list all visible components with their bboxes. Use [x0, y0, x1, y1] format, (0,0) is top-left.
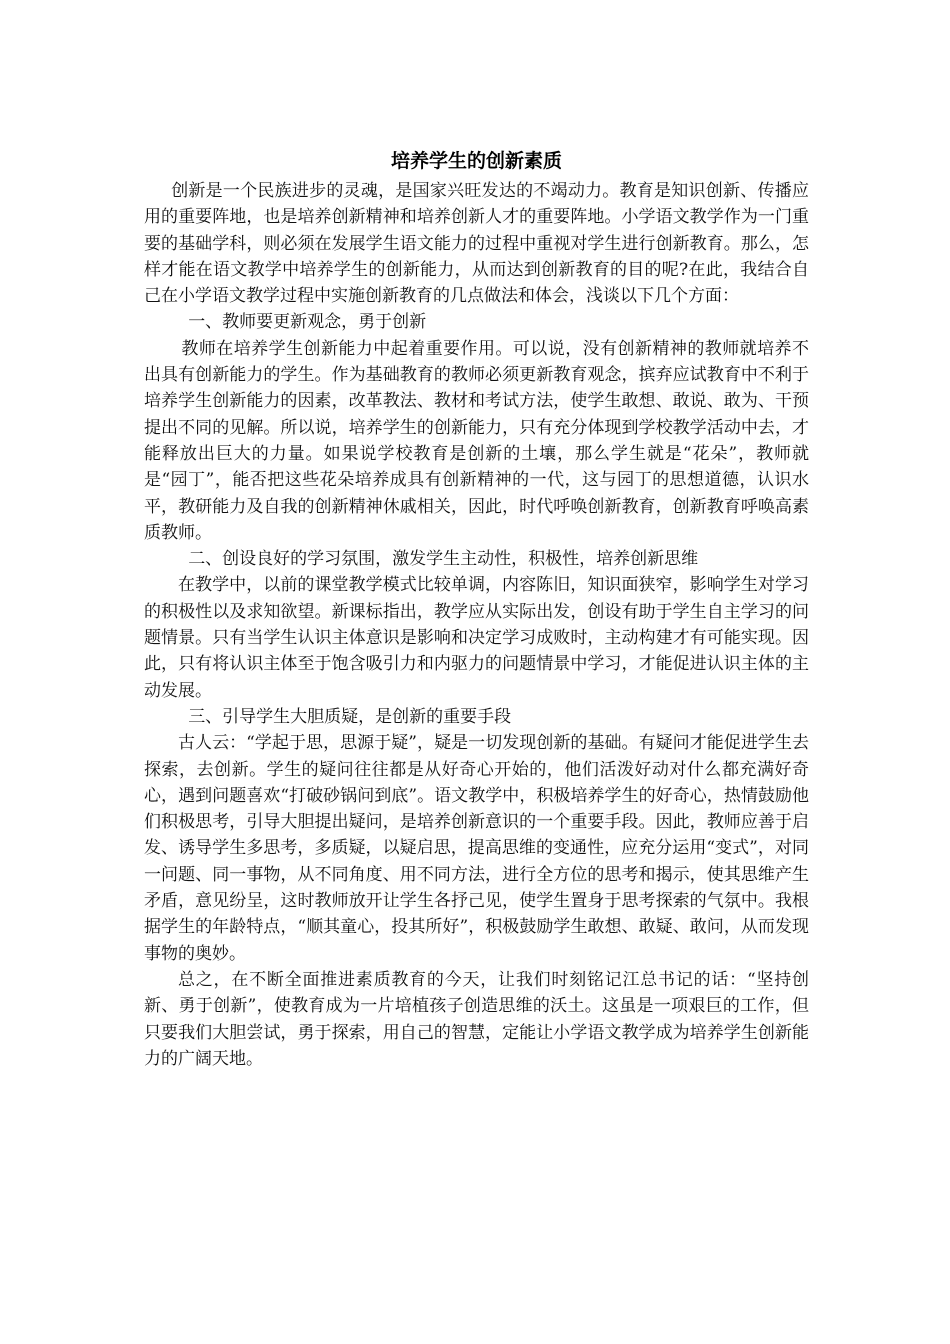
section-heading-3: 三、引导学生大胆质疑，是创新的重要手段	[188, 706, 512, 727]
section-body-3: 古人云：“学起于思，思源于疑”，疑是一切发现创新的基础。有疑问才能促进学生去探索，去创新。学生的疑问往往都是从好奇心开始的，他们活泼好动对什么都充满好奇心，遇到问题喜欢“打破砂锅问到底”。语文教学中，积极培养学生的好奇心，热情鼓励他们积极思考，引导大胆提出疑问，是培养创新意识的一个重要手段。因此，教师应善于启发、诱导学生多思考，多质疑，以疑启思，提高思维的变通性，应充分运用“变式”，对同一问题、同一事物，从不同角度、用不同方法，进行全方位的思考和揭示，使其思维产生矛盾，意见纷呈，这时教师放开让学生各抒己见，使学生置身于思考探索的气氛中。我根据学生的年龄特点，“顺其童心，投其所好”，积极鼓励学生敢想、敢疑、敢问，从而发现事物的奥妙。	[144, 733, 809, 964]
section-body-2: 在教学中，以前的课堂教学模式比较单调，内容陈旧，知识面狭窄，影响学生对学习的积极性以及求知欲望。新课标指出，教学应从实际出发，创设有助于学生自主学习的问题情景。只有当学生认识主体意识是影响和决定学习成败时，主动构建才有可能实现。因此，只有将认识主体至于饱含吸引力和内驱力的问题情景中学习，才能促进认识主体的主动发展。	[144, 575, 809, 701]
section-body-1: 教师在培养学生创新能力中起着重要作用。可以说，没有创新精神的教师就培养不出具有创新能力的学生。作为基础教育的教师必须更新教育观念，摈弃应试教育中不利于培养学生创新能力的因素，改革教法、教材和考试方法，使学生敢想、敢说、敢为、干预提出不同的见解。所以说，培养学生的创新能力，只有充分体现到学校教学活动中去，才能释放出巨大的力量。如果说学校教育是创新的土壤，那么学生就是“花朵”，教师就是“园丁”，能否把这些花朵培养成具有创新精神的一代，这与园丁的思想道德，认识水平，教研能力及自我的创新精神休戚相关，因此，时代呼唤创新教育，创新教育呼唤高素质教师。	[144, 338, 809, 543]
document-body	[144, 146, 809, 1072]
section-heading-1: 一、教师要更新观念，勇于创新	[188, 312, 427, 333]
section-heading-2: 二、创设良好的学习氛围，激发学生主动性，积极性，培养创新思维	[188, 549, 699, 570]
document-title: 培养学生的创新素质	[390, 150, 562, 172]
conclusion-paragraph: 总之，在不断全面推进素质教育的今天，让我们时刻铭记江总书记的话：“坚持创新、勇于创新”，使教育成为一片培植孩子创造思维的沃土。这虽是一项艰巨的工作，但只要我们大胆尝试，勇于探索，用自己的智慧，定能让小学语文教学成为培养学生创新能力的广阔天地。	[144, 969, 809, 1069]
intro-paragraph: 创新是一个民族进步的灵魂，是国家兴旺发达的不竭动力。教育是知识创新、传播应用的重要阵地，也是培养创新精神和培养创新人才的重要阵地。小学语文教学作为一门重要的基础学科，则必须在发展学生语文能力的过程中重视对学生进行创新教育。那么，怎样才能在语文教学中培养学生的创新能力，从而达到创新教育的目的呢?在此，我结合自己在小学语文教学过程中实施创新教育的几点做法和体会，浅谈以下几个方面：	[144, 181, 809, 307]
